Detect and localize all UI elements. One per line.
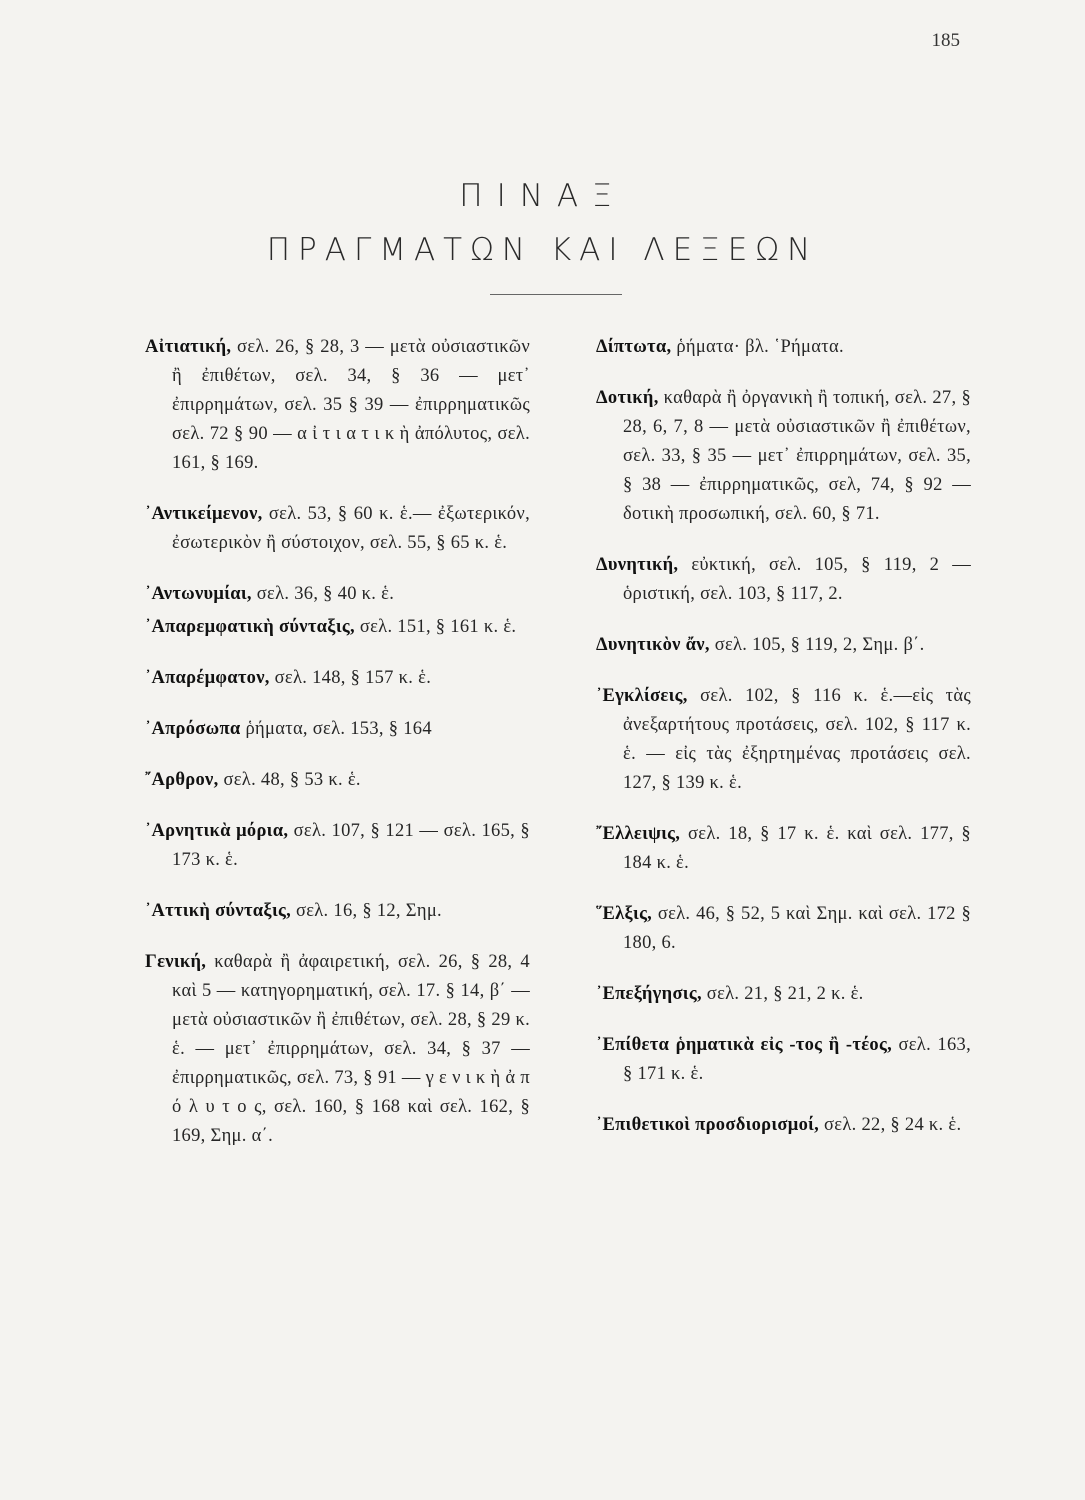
- index-column-left: [145, 333, 530, 1173]
- entry-head: ᾿Επιθετικοὶ προσδιορισμοί,: [596, 1115, 820, 1135]
- entry-head: ῞Ελξις,: [596, 904, 653, 924]
- index-entry: [145, 613, 530, 642]
- entry-head: ᾿Εγκλίσεις,: [596, 686, 688, 706]
- title-line-2: ΠΡΑΓΜΑΤΩΝ ΚΑΙ ΛΕΞΕΩΝ: [266, 232, 819, 268]
- index-entry: [145, 664, 530, 693]
- entry-head: ᾿Αρνητικὰ μόρια,: [145, 821, 289, 841]
- entry-head: ᾿Επίθετα ῥηματικὰ εἰς -τος ἢ -τέος,: [596, 1035, 893, 1055]
- entry-text: σελ. 46, § 52, 5 καὶ Σημ. καὶ σελ. 172 § 180, 6.: [623, 904, 971, 953]
- entry-text: καθαρὰ ἢ ὀργανικὴ ἢ τοπική, σελ. 27, § 28, 6, 7, 8 — μετὰ οὐσιαστικῶν ἢ ἐπιθέτων, σελ. 33, § 35 — μετ᾽ ἐπιρρημάτων, σελ. 35, § 38 — ἐπιρρηματικῶς, σελ, 74, § 92 — δοτικὴ προσωπική, σελ. 60, § 71.: [623, 388, 971, 524]
- index-entry: [596, 551, 971, 609]
- title-line-1: ΠΙΝΑΞ: [459, 178, 626, 214]
- entry-head: ᾿Αντωνυμίαι,: [145, 584, 252, 604]
- entry-text: σελ. 53, § 60 κ. ἑ.— ἐξωτερικόν, ἐσωτερικὸν ἢ σύστοιχον, σελ. 55, § 65 κ. ἑ.: [172, 504, 530, 553]
- entry-head: Γενική,: [145, 952, 207, 972]
- entry-head: Δυνητικὸν ἄν,: [596, 635, 710, 655]
- index-entry: [596, 1031, 971, 1089]
- entry-text: ῥήματα, σελ. 153, § 164: [240, 719, 432, 739]
- entry-head: ᾿Αττικὴ σύνταξις,: [145, 901, 292, 921]
- index-entry: [145, 897, 530, 926]
- page-number: 185: [931, 30, 960, 51]
- index-title: [0, 178, 1085, 268]
- entry-text: σελ. 48, § 53 κ. ἑ.: [218, 770, 361, 790]
- index-entry: [145, 715, 530, 744]
- entry-head: Αἰτιατική,: [145, 337, 232, 357]
- entry-head: ῎Αρθρον,: [145, 770, 219, 790]
- title-divider: [490, 294, 622, 295]
- index-entry: [596, 1111, 971, 1140]
- entry-head: ᾿Απαρέμφατον,: [145, 668, 270, 688]
- entry-text: σελ. 148, § 157 κ. ἑ.: [269, 668, 432, 688]
- entry-text: σελ. 22, § 24 κ. ἑ.: [819, 1115, 962, 1135]
- entry-text: ῥήματα· βλ. ῾Ρήματα.: [671, 337, 844, 357]
- index-entry: [145, 948, 530, 1151]
- entry-text: σελ. 26, § 28, 3 — μετὰ οὐσιαστικῶν ἢ ἐπιθέτων, σελ. 34, § 36 — μετ᾽ ἐπιρρημάτων, σελ. 35 § 39 — ἐπιρρηματικῶς σελ. 72 § 90 — α ἰ τ ι α τ ι κ ὴ ἀπόλυτος, σελ. 161, § 169.: [172, 337, 530, 473]
- entry-head: Δυνητική,: [596, 555, 679, 575]
- entry-head: ῎Ελλειψις,: [596, 824, 681, 844]
- index-entry: [596, 900, 971, 958]
- index-entry: [145, 500, 530, 558]
- entry-text: σελ. 18, § 17 κ. ἑ. καὶ σελ. 177, § 184 κ. ἑ.: [623, 824, 971, 873]
- entry-text: σελ. 21, § 21, 2 κ. ἑ.: [701, 984, 864, 1004]
- index-column-right: [596, 333, 971, 1162]
- entry-text: σελ. 107, § 121 — σελ. 165, § 173 κ. ἑ.: [172, 821, 530, 870]
- entry-head: Δοτική,: [596, 388, 659, 408]
- entry-text: σελ. 16, § 12, Σημ.: [291, 901, 442, 921]
- entry-text: σελ. 36, § 40 κ. ἑ.: [251, 584, 395, 604]
- index-entry: [145, 766, 530, 795]
- entry-head: ᾿Απρόσωπα: [145, 719, 241, 739]
- index-entry: [596, 384, 971, 529]
- entry-text: σελ. 151, § 161 κ. ἑ.: [354, 617, 517, 637]
- entry-text: σελ. 102, § 116 κ. ἑ.—εἰς τὰς ἀνεξαρτήτους προτάσεις, σελ. 102, § 117 κ. ἑ. — εἰς τὰς ἐξηρτημένας προτάσεις σελ. 127, § 139 κ. ἑ.: [623, 686, 971, 793]
- index-entry: [596, 820, 971, 878]
- entry-head: ᾿Απαρεμφατικὴ σύνταξις,: [145, 617, 355, 637]
- entry-head: ᾿Επεξήγησις,: [596, 984, 702, 1004]
- entry-head: ᾿Αντικείμενον,: [145, 504, 263, 524]
- index-entry: [596, 333, 971, 362]
- index-entry: [145, 333, 530, 478]
- entry-text: σελ. 105, § 119, 2, Σημ. β΄.: [709, 635, 925, 655]
- index-entry: [145, 817, 530, 875]
- entry-text: εὐκτική, σελ. 105, § 119, 2 — ὁριστική, σελ. 103, § 117, 2.: [623, 555, 971, 604]
- index-entry: [596, 682, 971, 798]
- entry-text: σελ. 163, § 171 κ. ἑ.: [623, 1035, 971, 1084]
- entry-head: Δίπτωτα,: [596, 337, 672, 357]
- index-entry: [145, 580, 530, 609]
- entry-text: καθαρὰ ἢ ἀφαιρετική, σελ. 26, § 28, 4 καὶ 5 — κατηγορηματική, σελ. 17. § 14, β΄ — μετὰ οὐσιαστικῶν ἢ ἐπιθέτων, σελ. 28, § 29 κ. ἑ. — μετ᾽ ἐπιρρημάτων, σελ. 34, § 37 — ἐπιρρηματικῶς, σελ. 73, § 91 — γ ε ν ι κ ὴ ἀ π ό λ υ τ ο ς, σελ. 160, § 168 καὶ σελ. 162, § 169, Σημ. α΄.: [172, 952, 530, 1146]
- index-entry: [596, 631, 971, 660]
- index-entry: [596, 980, 971, 1009]
